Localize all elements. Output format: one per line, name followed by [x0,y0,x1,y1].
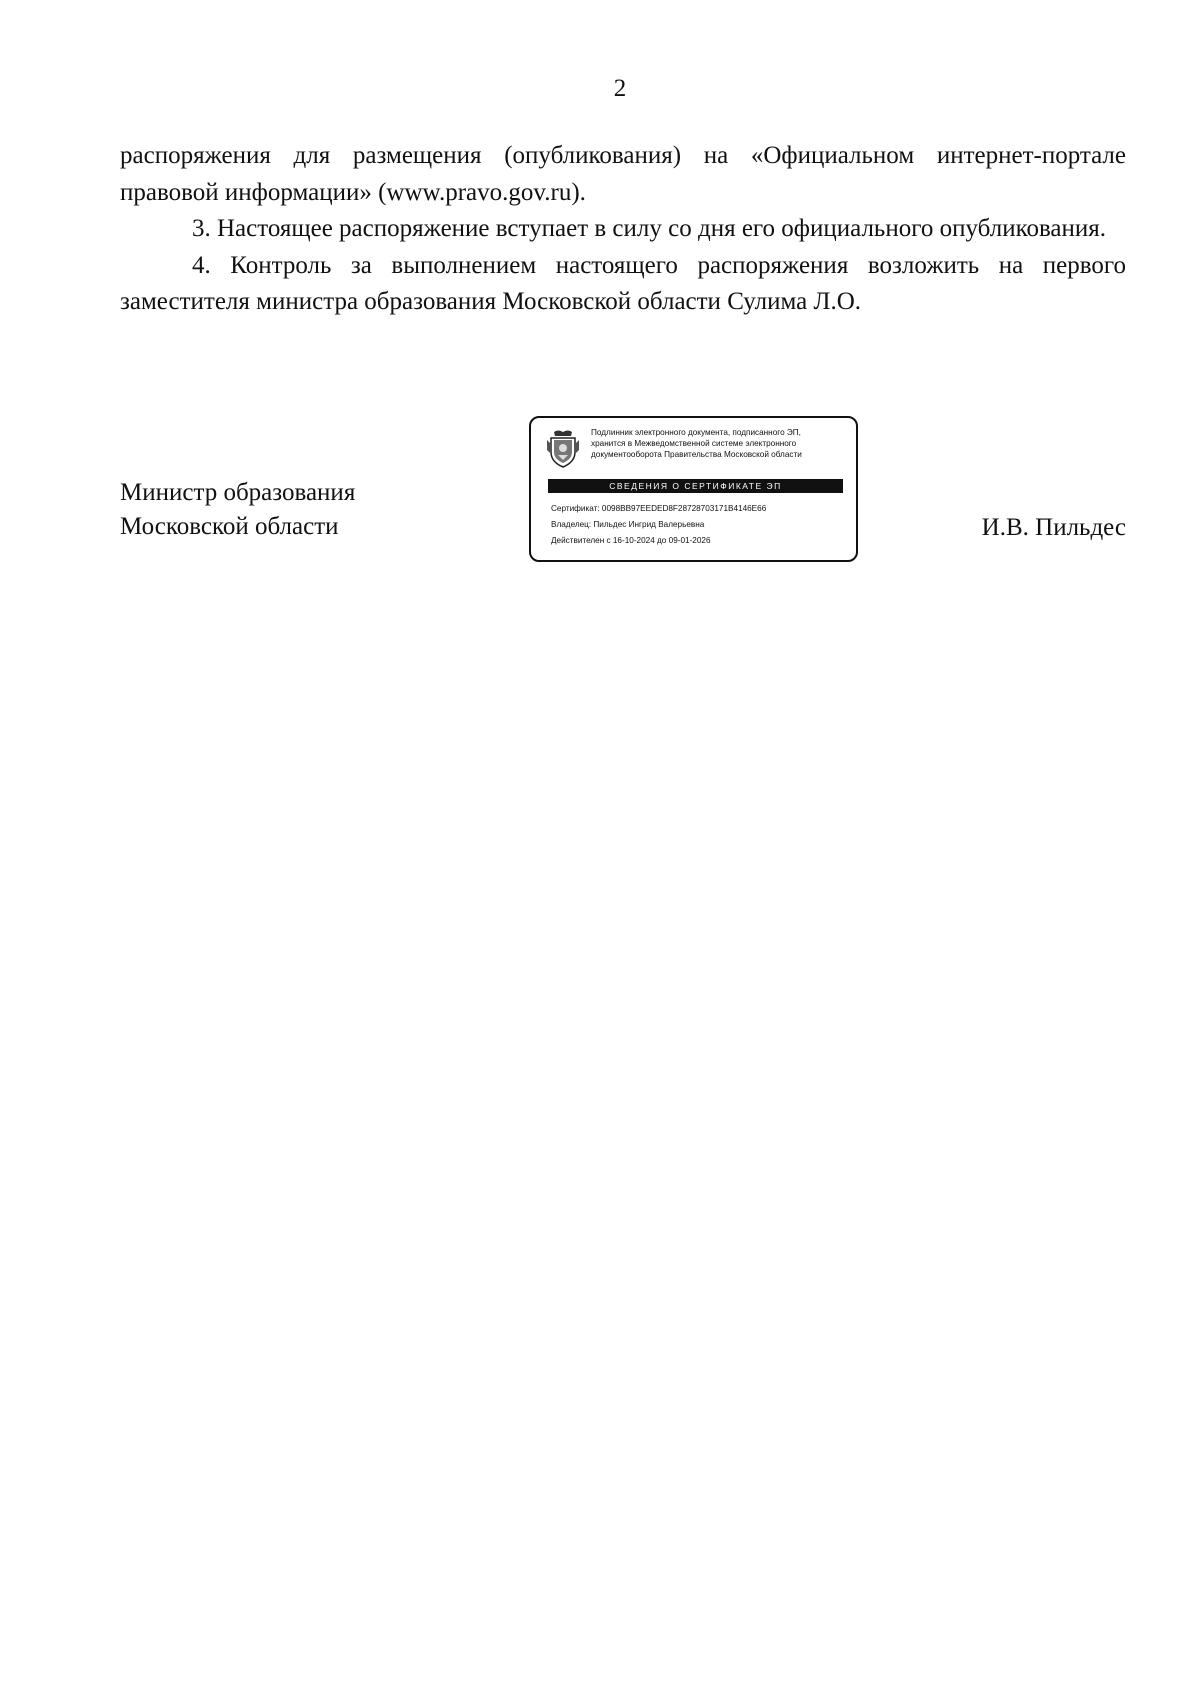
stamp-notice-line: документооборота Правительства Московской области [591,450,802,460]
stamp-notice-line: Подлинник электронного документа, подписанного ЭП, [591,428,801,437]
coat-of-arms-icon [546,428,580,468]
paragraph-item-4: 4. Контроль за выполнением настоящего распоряжения возложить на первого заместителя министра образования Московской области Сулима Л.О. [120,251,1126,315]
document-body [120,138,1126,321]
signatory-position-line-2: Московской области [120,513,339,540]
stamp-validity: Действителен с 16-10-2024 до 09-01-2026 [551,536,711,545]
page-number: 2 [613,75,627,102]
stamp-notice-line: хранится в Межведомственной системе электронного [591,439,797,449]
stamp-notice [591,427,853,461]
signatory-position [120,476,355,544]
paragraph-continuation: распоряжения для размещения (опубликования) на «Официальном интернет-портале правовой информации» (www.pravo.gov.ru). [120,142,1126,206]
paragraph-item-3: 3. Настоящее распоряжение вступает в силу со дня его официального опубликования. [192,215,1107,242]
stamp-certificate-number: Сертификат: 0098BB97EEDED8F28728703171B4146E66 [551,504,767,513]
stamp-header: СВЕДЕНИЯ О СЕРТИФИКАТЕ ЭП [548,479,843,493]
signatory-name: И.В. Пильдес [981,514,1126,541]
signatory-position-line-1: Министр образования [120,479,356,506]
stamp-owner: Владелец: Пильдес Ингрид Валерьевна [551,520,705,529]
stamp-certificate-details [551,501,851,549]
electronic-signature-stamp [529,416,858,562]
